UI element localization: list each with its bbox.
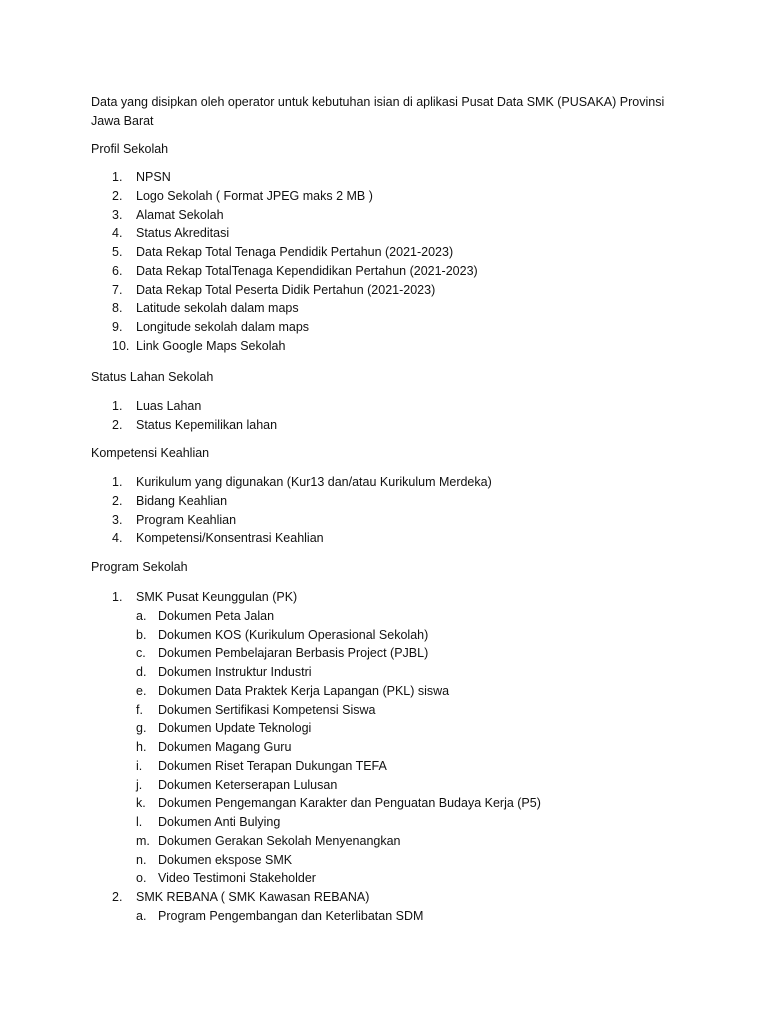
- list-item-number: g.: [136, 721, 147, 736]
- list-item-text: Dokumen Pembelajaran Berbasis Project (PJBL): [158, 646, 429, 661]
- list-item-text: Dokumen Update Teknologi: [158, 721, 312, 736]
- list-item-text: Dokumen Peta Jalan: [158, 608, 275, 623]
- list-item-text: Video Testimoni Stakeholder: [158, 871, 316, 886]
- list-item-text: Dokumen ekspose SMK: [158, 852, 293, 867]
- list-item-number: 10.: [112, 338, 130, 353]
- list-item-number: f.: [136, 702, 143, 717]
- list-item-text: Data Rekap Total Tenaga Pendidik Pertahun (2021-2023): [136, 245, 454, 259]
- list-item-number: 5.: [112, 245, 123, 259]
- list-item-number: b.: [136, 627, 147, 642]
- list-item-text: Latitude sekolah dalam maps: [136, 301, 299, 316]
- list-item-text: NPSN: [136, 170, 171, 184]
- list-item-text: Status Kepemilikan lahan: [136, 417, 278, 432]
- list-item-text: SMK Pusat Keunggulan (PK): [136, 590, 298, 604]
- list-item-number: l.: [136, 815, 143, 829]
- list-item-text: Bidang Keahlian: [136, 493, 228, 508]
- list-item-number: 8.: [112, 301, 123, 316]
- list-item-text: Dokumen Anti Bulying: [158, 815, 281, 829]
- list-item-text: Dokumen Pengemangan Karakter dan Penguatan Budaya Kerja (P5): [158, 796, 541, 811]
- list-item-number: j.: [136, 777, 143, 792]
- list-item-number: m.: [136, 833, 150, 848]
- list-item-number: 2.: [112, 493, 123, 508]
- list-item-number: 2.: [112, 188, 123, 203]
- list-item-text: Dokumen Gerakan Sekolah Menyenangkan: [158, 833, 401, 848]
- section-heading-status-lahan: Status Lahan Sekolah: [91, 370, 214, 384]
- list-item-text: Kompetensi/Konsentrasi Keahlian: [136, 531, 324, 546]
- list-item-number: i.: [136, 758, 143, 773]
- list-item-number: 1.: [112, 590, 123, 604]
- list-item-text: Logo Sekolah ( Format JPEG maks 2 MB ): [136, 188, 373, 203]
- list-item-text: Dokumen Sertifikasi Kompetensi Siswa: [158, 702, 376, 717]
- list-item-text: Dokumen Riset Terapan Dukungan TEFA: [158, 758, 387, 773]
- list-item-text: SMK REBANA ( SMK Kawasan REBANA): [136, 890, 370, 904]
- list-item-text: Program Keahlian: [136, 512, 237, 527]
- list-item-number: a.: [136, 908, 147, 923]
- section-heading-kompetensi-keahlian: Kompetensi Keahlian: [91, 446, 210, 460]
- list-item-number: e.: [136, 683, 147, 698]
- list-item-number: h.: [136, 740, 147, 754]
- list-item-number: 1.: [112, 399, 123, 413]
- list-item-number: 1.: [112, 475, 123, 489]
- list-item-number: 4.: [112, 226, 123, 241]
- list-item-text: Data Rekap Total Peserta Didik Pertahun (2021-2023): [136, 282, 436, 297]
- list-item-number: 3.: [112, 512, 123, 527]
- list-item-number: o.: [136, 871, 147, 886]
- list-item-number: 9.: [112, 320, 123, 334]
- list-item-text: Longitude sekolah dalam maps: [136, 320, 310, 334]
- list-item-text: Kurikulum yang digunakan (Kur13 dan/atau Kurikulum Merdeka): [136, 475, 492, 489]
- list-item-text: Luas Lahan: [136, 399, 202, 413]
- list-item-text: Alamat Sekolah: [136, 207, 224, 222]
- list-item-number: 2.: [112, 890, 123, 904]
- list-item-number: 6.: [112, 263, 123, 278]
- intro-paragraph: Data yang disipkan oleh operator untuk kebutuhan isian di aplikasi Pusat Data SMK (PUSAKA) Provinsi Jawa Barat: [91, 95, 665, 128]
- list-item-number: 4.: [112, 531, 123, 546]
- list-item-number: d.: [136, 665, 147, 679]
- list-item-number: 3.: [112, 207, 123, 222]
- list-item-text: Program Pengembangan dan Keterlibatan SDM: [158, 908, 424, 923]
- list-item-text: Dokumen Keterserapan Lulusan: [158, 777, 338, 792]
- list-item-number: 7.: [112, 282, 123, 297]
- list-item-text: Link Google Maps Sekolah: [136, 338, 286, 353]
- list-item-text: Dokumen Data Praktek Kerja Lapangan (PKL) siswa: [158, 683, 450, 698]
- list-item-text: Status Akreditasi: [136, 226, 230, 241]
- list-item-number: c.: [136, 646, 146, 661]
- list-item-text: Dokumen Instruktur Industri: [158, 665, 312, 679]
- section-heading-profil-sekolah: Profil Sekolah: [91, 142, 169, 156]
- section-heading-program-sekolah: Program Sekolah: [91, 560, 188, 574]
- list-item-text: Dokumen Magang Guru: [158, 740, 292, 754]
- list-item-text: Data Rekap TotalTenaga Kependidikan Pertahun (2021-2023): [136, 263, 478, 278]
- list-item-number: a.: [136, 608, 147, 623]
- list-item-number: k.: [136, 796, 146, 811]
- list-item-number: 1.: [112, 170, 123, 184]
- list-item-text: Dokumen KOS (Kurikulum Operasional Sekolah): [158, 627, 429, 642]
- list-item-number: n.: [136, 852, 147, 867]
- list-item-number: 2.: [112, 417, 123, 432]
